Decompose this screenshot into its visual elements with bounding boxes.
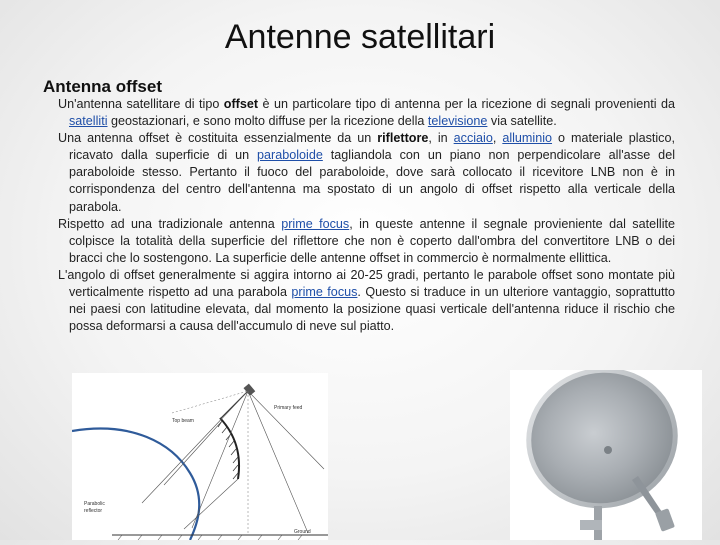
link-acciaio[interactable]: acciaio — [453, 131, 493, 146]
link-satelliti[interactable]: satelliti — [69, 114, 108, 129]
ground-hatching — [118, 535, 302, 540]
text-run: Un'antenna satellitare di tipo — [58, 97, 224, 111]
bold-term-offset: offset — [223, 97, 259, 111]
offset-antenna-diagram — [72, 373, 328, 540]
text-run: geostazionari, e sono molto diffuse per la ricezione della — [107, 114, 428, 129]
text-run: , in queste antenne il segnale provieniente dal satellite colpisce la totalità della superficie del riflettore che non è coperto dall'ombra del convertitore LNB o dei bracci che lo sostengono. La superficie delle antenne offset in commercio è normalmente ellittica. — [69, 216, 675, 265]
beam-lines — [142, 391, 324, 533]
dish-center — [604, 446, 612, 454]
label-parabolic-1: Parabolic — [84, 501, 105, 507]
mount-bracket — [580, 520, 602, 530]
slide-body — [58, 96, 675, 335]
bold-term-riflettore: riflettore — [377, 131, 429, 146]
paragraph-1 — [58, 96, 675, 130]
text-run: è un particolare tipo di antenna per la ricezione di segnali provenienti da — [258, 97, 675, 111]
diagram-svg — [72, 373, 328, 540]
paragraph-4 — [58, 267, 675, 335]
parabola-curve — [72, 429, 199, 540]
paragraph-2 — [58, 130, 675, 215]
label-parabolic-2: reflector — [84, 508, 103, 514]
reflector-section — [220, 418, 239, 479]
slide-title: Antenne satellitari — [224, 18, 496, 56]
text-run: , in — [428, 131, 454, 146]
dish-svg — [510, 370, 702, 540]
label-ground: Ground — [294, 529, 311, 535]
link-prime-focus-2[interactable]: prime focus — [291, 285, 358, 300]
satellite-dish-image — [510, 370, 702, 540]
link-prime-focus[interactable]: prime focus — [281, 216, 350, 231]
text-run: Rispetto ad una tradizionale antenna — [58, 216, 282, 231]
paragraph-3 — [58, 216, 675, 267]
text-run: , — [492, 131, 503, 146]
section-heading: Antenna offset — [43, 77, 162, 96]
link-televisione[interactable]: televisione — [427, 114, 488, 129]
text-run: Una antenna offset è costituita essenzialmente da un — [58, 131, 378, 146]
text-run: L'angolo di offset generalmente si aggira intorno ai 20-25 gradi, pertanto le parabole offset sono montate più verticalmente rispetto ad una parabola — [58, 267, 675, 300]
link-alluminio[interactable]: alluminio — [502, 131, 553, 146]
link-paraboloide[interactable]: paraboloide — [257, 148, 323, 163]
label-primary-feed: Primary feed — [274, 405, 303, 411]
label-top-beam: Top beam — [172, 418, 194, 424]
text-run: tagliandola con un piano non perpendicolare all'asse del paraboloide stesso. Pertanto il fuoco del paraboloide, dove sarà collocato il ricevitore LNB non è in corrispondenza del centro dell'antenna ma spostato di un angolo di offset rispetto alla verticale della parabola. — [69, 148, 675, 214]
text-run: via satellite. — [487, 114, 557, 129]
text-run: o materiale plastico, ricavato dalla superficie di un — [69, 131, 675, 163]
text-run: . Questo si traduce in un ulteriore vantaggio, soprattutto nei paesi con latitudine elevata, dal momento la posizione quasi verticale dell'antenna riduce il rischio che possa deformarsi a causa dell'accumulo di neve sul piatto. — [69, 285, 675, 334]
